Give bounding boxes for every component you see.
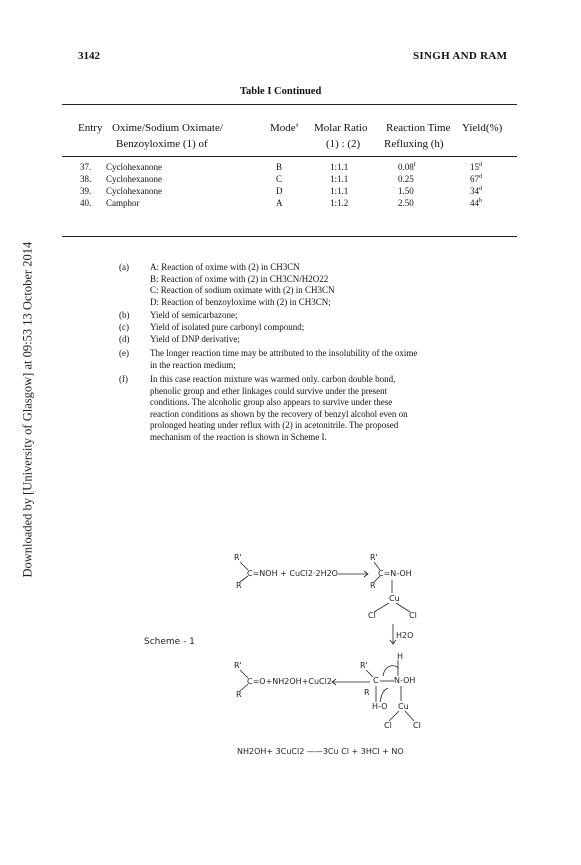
cell-compound: Cyclohexanone [106,162,162,172]
footnote-key-d: (d) [119,334,130,344]
table-title: Table I Continued [240,86,322,97]
col-header-ratio-line1: Molar Ratio [314,122,368,134]
scheme-bond [405,711,414,721]
cell-yield: 34$^d$ [470,186,482,196]
cell-time: 1.50 [398,186,414,196]
footnote-c: Yield of isolated pure carbonyl compound; [150,322,305,332]
footnote-f-line: In this case reaction mixture was warmed only. carbon double bond, [150,374,396,384]
scheme-n-oh: N-OH [394,676,416,685]
scheme-r: R [370,581,376,590]
scheme-bond [389,711,399,721]
cell-ratio: 1:1.1 [330,162,349,172]
footnote-f-line: prolonged heating under reflux with (2) in acetonitrile. The proposed [150,420,399,431]
cell-time: 0.25 [398,174,414,184]
cell-mode: A [276,198,283,208]
col-header-mode: Mode$^a$ [270,122,299,134]
footnote-b: Yield of semicarbazone; [150,310,238,320]
footnote-key-c: (c) [119,322,129,332]
cell-ratio: 1:1.2 [330,198,349,208]
footnote-key-f: (f) [119,374,128,384]
scheme-r: R [364,688,370,697]
footnote-a-line: C: Reaction of sodium oximate with (2) in CH3CN [150,285,335,296]
scheme-h: H [397,652,404,661]
cell-yield: 15$^d$ [470,162,482,172]
footnote-d: Yield of DNP derivative; [150,334,240,344]
cell-mode: D [276,186,283,196]
scheme-bond [240,576,248,582]
scheme-bond [396,603,410,612]
scheme-eq1-right: C=N-OH [378,569,412,578]
scheme-bond [240,670,248,678]
cell-compound: Cyclohexanone [106,186,162,196]
footnote-e-line: The longer reaction time may be attributed to the insolubility of the oxime [150,348,418,358]
col-header-oxime-line2: Benzoyloxime (1) of [116,138,208,150]
footnote-key-b: (b) [119,310,130,320]
footnote-a-line: B: Reaction of oxime with (2) in CH3CN/H2O22 [150,273,329,284]
cell-entry: 37. [80,162,92,172]
scheme-bond [366,670,373,677]
footnote-f-line: mechanism of the reaction is shown in Scheme I. [150,431,327,442]
scheme-bond [240,684,248,691]
scheme-curved-arrow [380,688,388,702]
scheme-eq2-left: C=O+NH2OH+CuCl2 [247,677,332,686]
scheme-bond [374,576,380,582]
cell-entry: 40. [80,198,92,208]
cell-entry: 39. [80,186,92,196]
scheme-cl: Cl [413,721,421,730]
footnote-a-line: D: Reaction of benzoyloxime with (2) in CH3CN; [150,296,331,307]
scheme-r-prime: R' [234,661,242,670]
cell-mode: C [276,174,283,184]
scheme-eq3: NH2OH+ 3CuCl2 ——3Cu Cl + 3HCl + NO [237,747,404,756]
cell-time: 2.50 [398,198,414,208]
scheme-bond [374,603,389,612]
cell-mode: B [276,162,283,172]
footnote-a-line: A: Reaction of oxime with (2) in CH3CN [150,262,300,272]
scheme-curved-arrow [383,666,398,676]
cell-yield: 44$^b$ [470,198,482,208]
scheme-r: R [236,690,242,699]
footnote-key-a: (a) [119,262,129,272]
scheme-eq1-left: C=NOH + CuCl2·2H2O [247,569,338,578]
running-head: SINGH AND RAM [413,50,508,62]
scheme-cu: Cu [398,702,409,711]
scheme-bond [374,562,380,570]
scheme-cl: Cl [409,611,417,620]
scheme-bond [240,562,248,570]
footnote-e-line: in the reaction medium; [150,359,236,370]
col-header-yield: Yield(%) [462,122,503,134]
scheme-r-prime: R' [370,553,378,562]
scheme-cl: Cl [368,611,376,620]
cell-ratio: 1:1.1 [330,174,349,184]
page-number: 3142 [78,50,100,62]
footnote-f-line: conditions. The alcoholic group also appears to survive under these [150,397,393,408]
col-header-entry: Entry [78,122,103,134]
scheme-r: R [236,581,242,590]
download-note: Downloaded by [University of Glasgow] at 09:53 13 October 2014 [20,241,35,578]
cell-compound: Camphor [106,198,140,208]
cell-compound: Cyclohexanone [106,174,162,184]
col-header-time-line2: Refluxing (h) [384,138,444,150]
scheme-h2o: H2O [396,631,414,640]
cell-yield: 67$^d$ [470,174,482,184]
cell-entry: 38. [80,174,92,184]
footnote-key-e: (e) [119,348,129,358]
col-header-ratio-line2: (1) : (2) [326,138,361,150]
cell-time: 0.08$^f$ [398,162,416,172]
scheme-r-prime: R' [360,661,368,670]
scheme-cl: Cl [384,721,392,730]
scheme-h-o: H-O [372,702,388,711]
scheme-c: C [373,676,379,685]
col-header-time-line1: Reaction Time [386,122,451,134]
col-header-oxime-line1: Oxime/Sodium Oximate/ [112,122,223,134]
footnote-f-line: phenolic group and ether linkages could survive under the present [150,385,388,396]
footnote-f-line: reaction conditions as shown by the recovery of benzyl alcohol even on [150,408,408,419]
scheme-r-prime: R' [234,553,242,562]
scheme-cu: Cu [389,594,400,603]
cell-ratio: 1:1.1 [330,186,349,196]
scheme-label: Scheme - 1 [144,637,195,647]
